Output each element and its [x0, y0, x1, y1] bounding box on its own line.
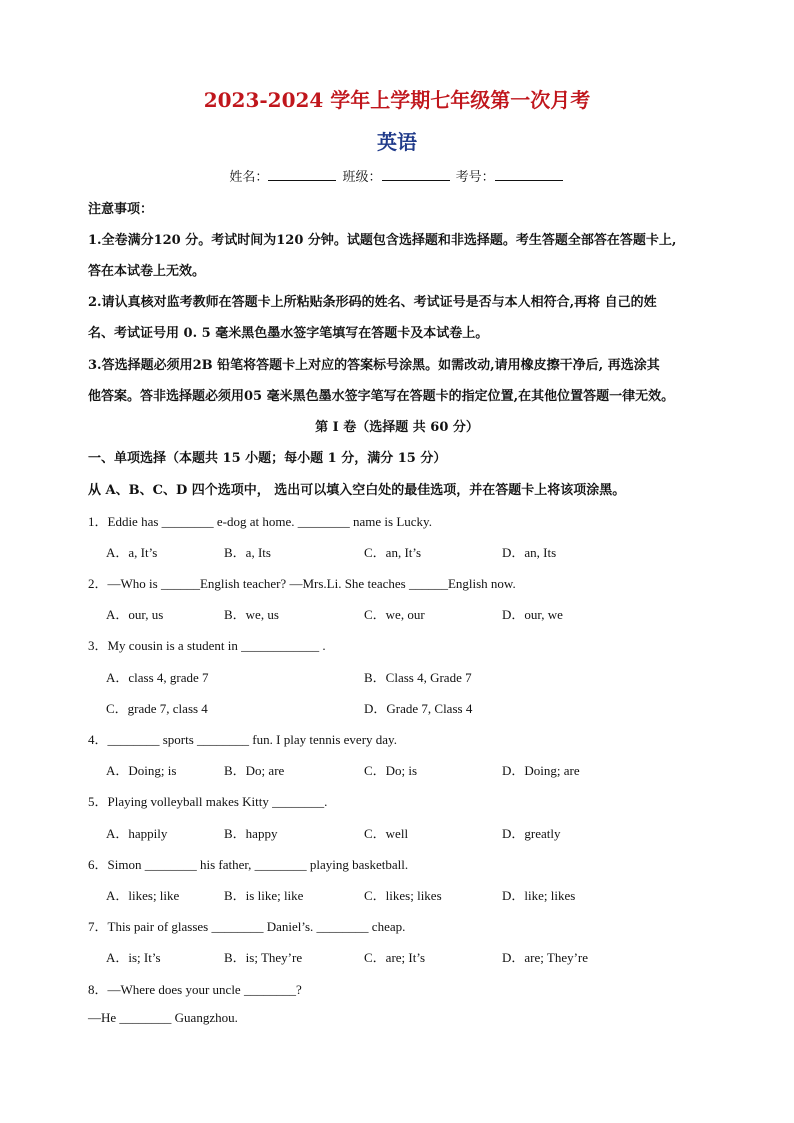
note-2-line-1: 2.请认真核对监考教师在答题卡上所粘贴条形码的姓名、考试证号是否与本人相符合,再将 自己的姓: [88, 295, 657, 310]
q4-option-c: C．Do; is: [364, 763, 418, 778]
section-instruction: 从 A、B、C、D 四个选项中， 选出可以填入空白处的最佳选项，并在答题卡上将该项涂黑。: [88, 483, 626, 498]
question-4: 4．________ sports ________ fun. I play tennis every day.: [88, 732, 397, 747]
note-3-line-2: 他答案。答非选择题必须用05 毫米黑色墨水签字笔写在答题卡的指定位置,在其他位置答题一律无效。: [88, 389, 675, 404]
question-8: 8．—Where does your uncle ________?: [88, 982, 302, 997]
exam-title: 2023-2024 学年上学期七年级第一次月考: [203, 88, 591, 112]
question-2: 2．—Who is ______English teacher? —Mrs.Li. She teaches ______English now.: [88, 576, 516, 591]
note-1-line-1: 1.全卷满分120 分。考试时间为120 分钟。试题包含选择题和非选择题。考生答题全部答在答题卡上,: [88, 233, 677, 248]
note-3-line-1: 3.答选择题必须用2B 铅笔将答题卡上对应的答案标号涂黑。如需改动,请用橡皮擦干净后, 再选涂其: [88, 358, 660, 373]
q7-option-b: B．is; They’re: [224, 950, 303, 965]
q2-option-a: A．our, us: [106, 607, 164, 622]
q1-option-c: C．an, It’s: [364, 545, 422, 560]
number-blank[interactable]: [495, 168, 563, 181]
q2-option-c: C．we, our: [364, 607, 425, 622]
question-6: 6．Simon ________ his father, ________ playing basketball.: [88, 857, 409, 872]
q1-option-b: B．a, Its: [224, 545, 271, 560]
student-info-row: [0, 166, 794, 185]
name-label: 姓名：: [229, 170, 269, 185]
q6-option-a: A．likes; like: [106, 888, 180, 903]
q4-option-b: B．Do; are: [224, 763, 285, 778]
q5-option-a: A．happily: [106, 826, 168, 841]
note-2-line-2: 名、考试证号用 0. 5 毫米黑色墨水签字笔填写在答题卡及本试卷上。: [88, 326, 489, 341]
q3-option-d: D．Grade 7, Class 4: [364, 701, 473, 716]
question-7: 7．This pair of glasses ________ Daniel’s. ________ cheap.: [88, 919, 406, 934]
number-label: 考号：: [455, 170, 495, 185]
q7-option-a: A．is; It’s: [106, 950, 161, 965]
class-label: 班级：: [342, 170, 382, 185]
part-heading: 第 I 卷（选择题 共 60 分）: [315, 420, 479, 435]
notes-heading: 注意事项：: [88, 202, 154, 217]
question-3: 3．My cousin is a student in ____________ .: [88, 638, 326, 653]
q2-option-b: B．we, us: [224, 607, 279, 622]
q7-option-c: C．are; It’s: [364, 950, 426, 965]
q6-option-d: D．like; likes: [502, 888, 576, 903]
section-title: 一、单项选择（本题共 15 小题；每小题 1 分，满分 15 分）: [88, 451, 447, 466]
q3-option-c: C．grade 7, class 4: [106, 701, 208, 716]
question-1: 1．Eddie has ________ e-dog at home. ________ name is Lucky.: [88, 514, 432, 529]
q4-option-a: A．Doing; is: [106, 763, 177, 778]
q2-option-d: D．our, we: [502, 607, 563, 622]
name-blank[interactable]: [268, 168, 336, 181]
note-1-line-2: 答在本试卷上无效。: [88, 264, 206, 279]
class-blank[interactable]: [382, 168, 450, 181]
q4-option-d: D．Doing; are: [502, 763, 580, 778]
question-8-reply: —He ________ Guangzhou.: [88, 1010, 238, 1025]
subject-title: 英语: [377, 130, 417, 154]
q6-option-c: C．likes; likes: [364, 888, 442, 903]
q5-option-c: C．well: [364, 826, 409, 841]
q5-option-d: D．greatly: [502, 826, 561, 841]
q7-option-d: D．are; They’re: [502, 950, 589, 965]
q3-option-b: B．Class 4, Grade 7: [364, 670, 472, 685]
q5-option-b: B．happy: [224, 826, 278, 841]
question-5: 5．Playing volleyball makes Kitty ________.: [88, 794, 328, 809]
q6-option-b: B．is like; like: [224, 888, 304, 903]
q1-option-d: D．an, Its: [502, 545, 557, 560]
q3-option-a: A．class 4, grade 7: [106, 670, 209, 685]
q1-option-a: A．a, It’s: [106, 545, 158, 560]
